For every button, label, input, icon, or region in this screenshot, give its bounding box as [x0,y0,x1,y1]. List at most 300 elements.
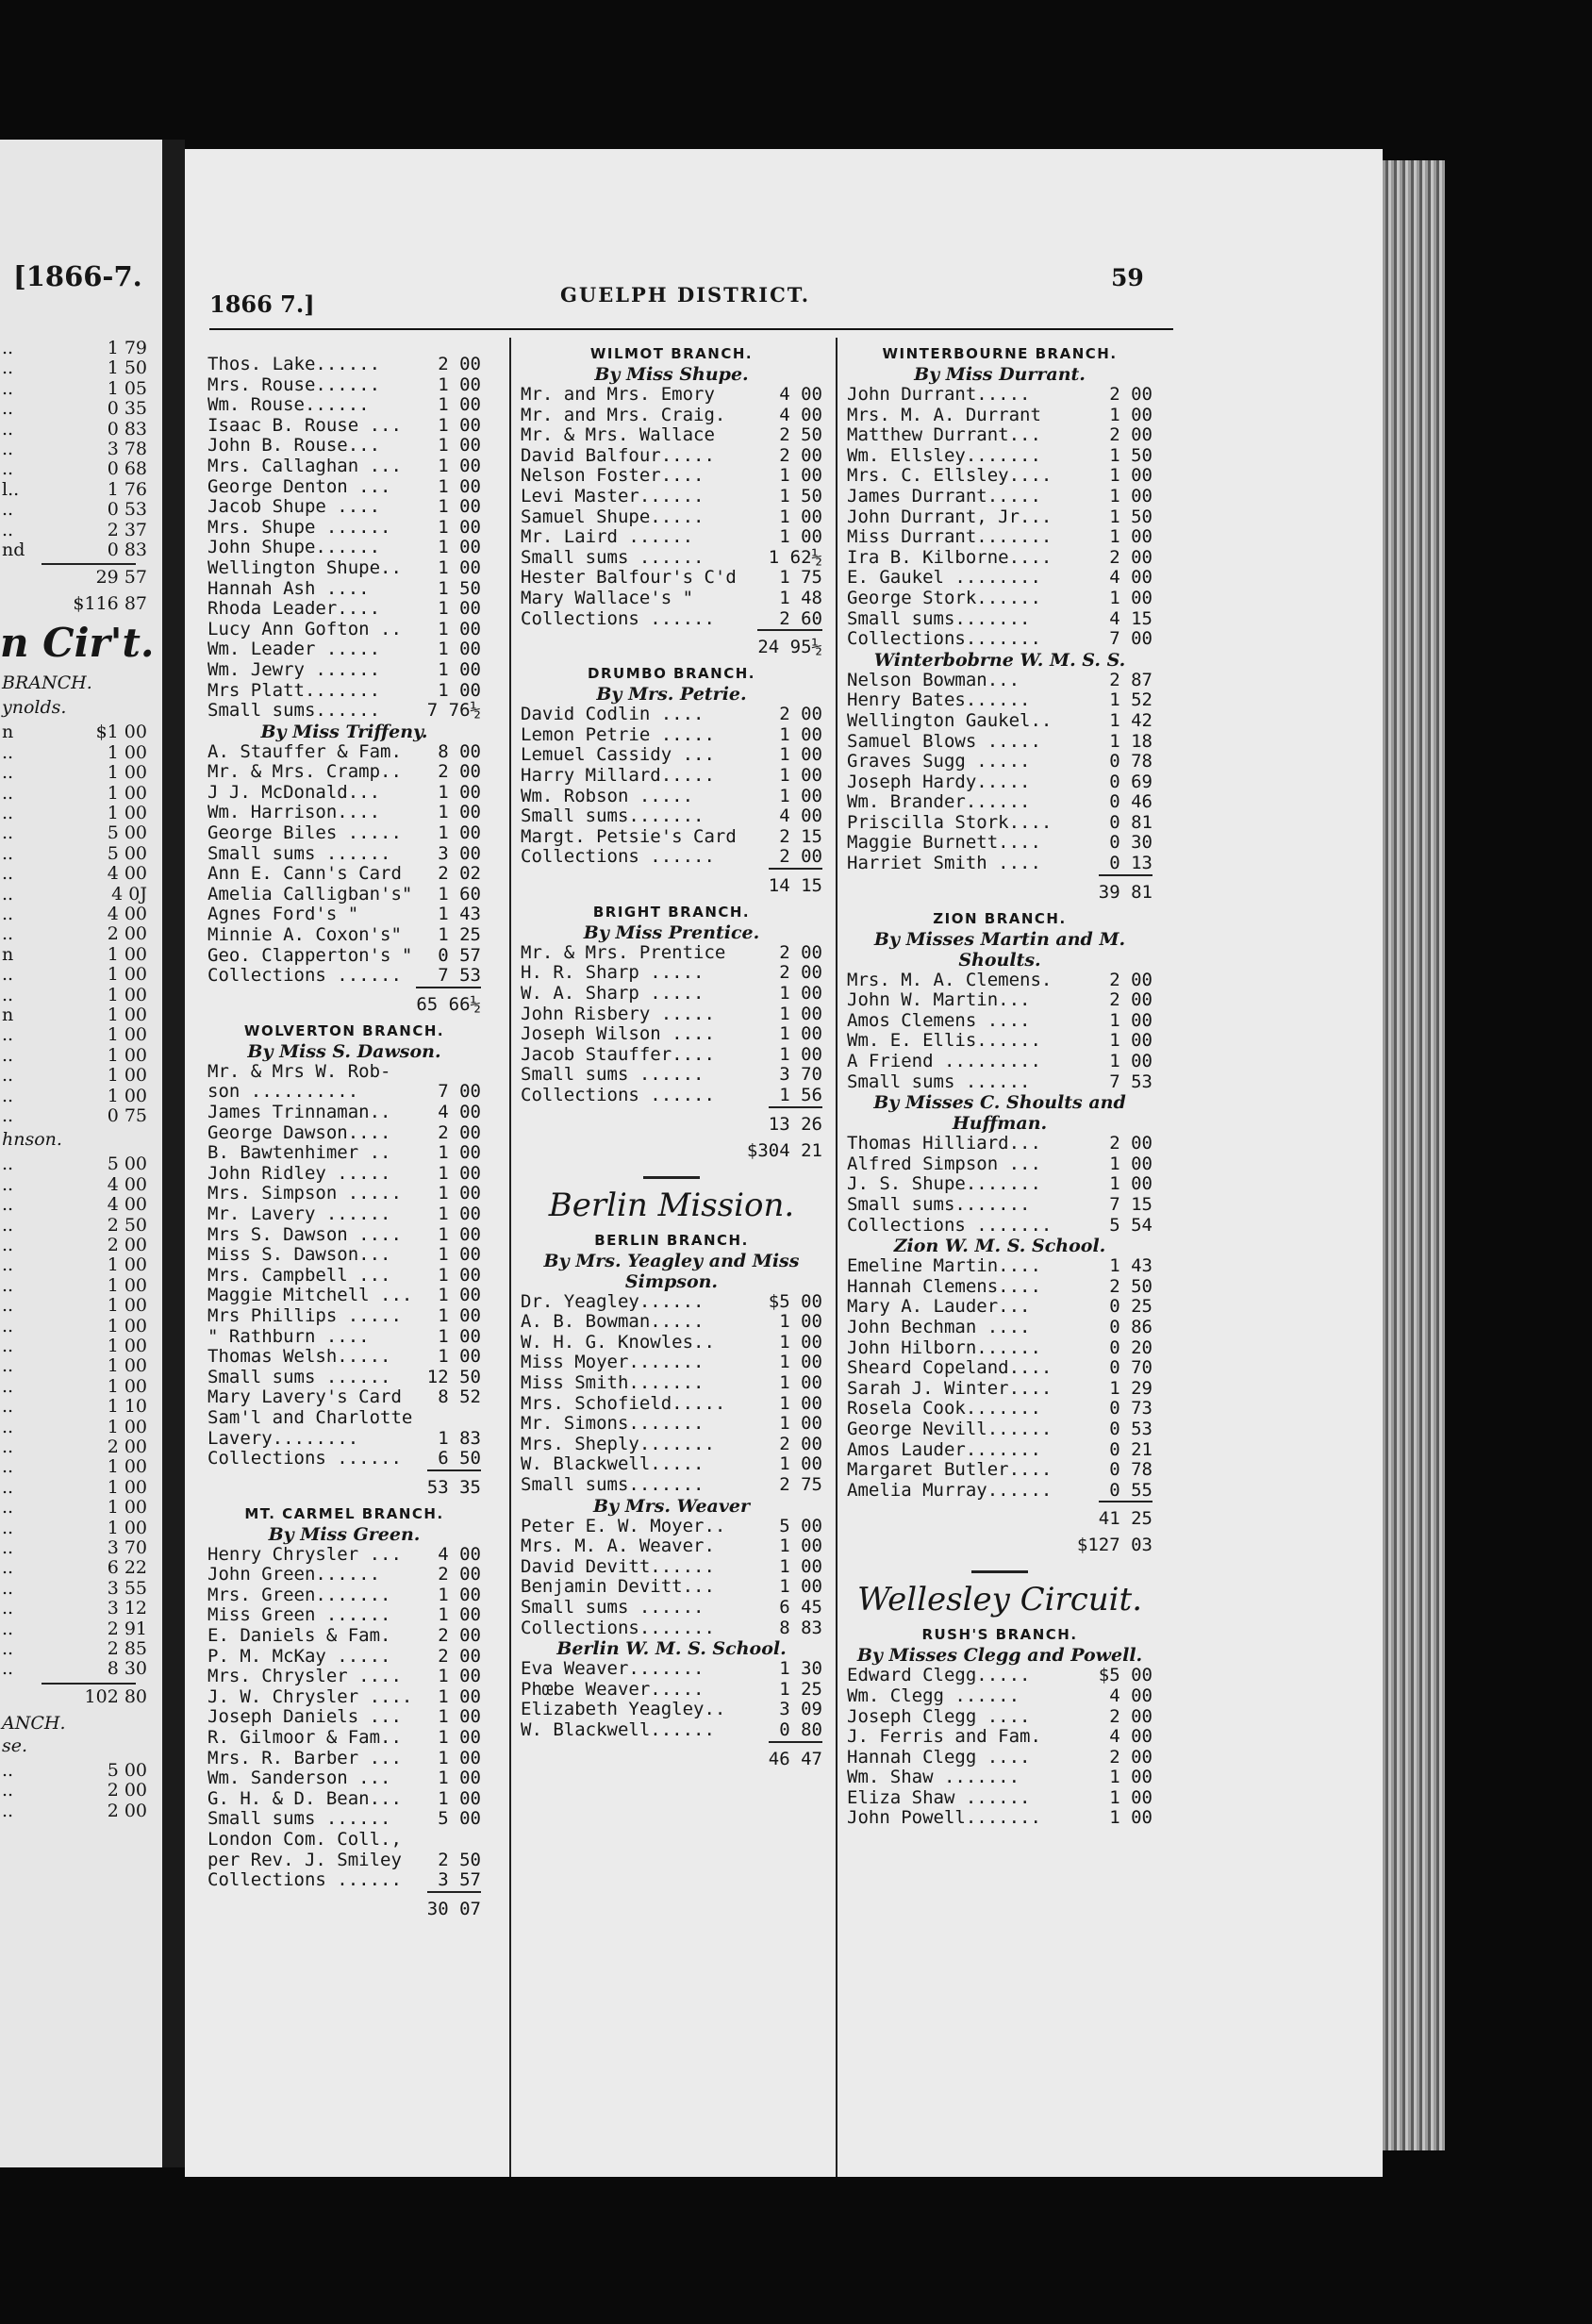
contributor-name: Edward Clegg..... [847,1665,1031,1686]
left-row-name: .. [2,1085,14,1106]
amount: 1 00 [779,983,822,1004]
amount: 1 30 [779,1658,822,1680]
contributor-name: Small sums....... [521,1473,705,1495]
amount: 1 00 [1109,465,1153,487]
left-row-amount: 4 00 [107,1194,147,1216]
ledger-row [521,827,822,848]
ledger-row [847,1686,1153,1707]
left-ledger-row [0,1254,151,1275]
left-row-amount: 4 00 [107,863,147,885]
contributor-name: London Com. Coll., [207,1829,402,1850]
left-ledger-row [0,964,151,985]
amount: 2 02 [438,863,481,885]
amount: 1 00 [1109,1153,1153,1174]
contributor-name: Mrs. Chrysler .... [207,1666,402,1687]
amount: 2 00 [1109,969,1153,990]
left-row-name: .. [2,418,14,440]
column-3 [847,338,1153,2177]
amount: 1 00 [1109,1767,1153,1788]
left-row-amount: 8 30 [107,1658,147,1680]
amount: 3 57 [438,1869,481,1891]
ledger-row [847,1440,1153,1461]
ledger-row [207,1245,481,1266]
amount: 1 50 [438,577,481,599]
left-row-name: .. [2,1375,14,1397]
branch-total [207,1469,481,1498]
left-row-name: n [2,1004,14,1025]
ledger-row [207,1286,481,1306]
amount: 1 00 [1109,526,1153,548]
branch-heading: RUSH'S BRANCH. [921,1626,1078,1644]
column-divider-2 [836,338,837,2177]
contributor-name: W. A. Sharp ..... [521,983,705,1004]
left-row-amount: 1 00 [107,741,147,763]
total-amount: 30 07 [427,1891,481,1923]
contributor-name: Wellington Gaukel.. [847,709,1053,731]
amount: 1 00 [438,1768,481,1789]
ledger-row [207,742,481,763]
left-row-name: .. [2,1173,14,1195]
ledger-row [847,1011,1153,1032]
left-ledger-row [0,1355,151,1376]
ledger-row [847,833,1153,854]
left-row-name: .. [2,1194,14,1216]
amount: 2 87 [1109,669,1153,690]
contributor-name: Small sums....... [847,1194,1031,1215]
amount: 1 00 [438,802,481,823]
amount: 0 20 [1109,1336,1153,1358]
ledger-row [207,1565,481,1585]
contributor-name: Mrs. R. Barber ... [207,1747,402,1768]
left-row-name: .. [2,964,14,986]
left-ledger-row [0,439,151,459]
ledger-row [207,497,481,518]
amount: 1 00 [438,496,481,518]
amount: 0 73 [1109,1398,1153,1419]
ledger-row [207,1408,481,1429]
collector-line: Winterbobrne W. M. S. S. [873,649,1126,671]
left-ledger-row [0,479,151,500]
ledger-row [847,487,1153,507]
amount: 1 00 [779,506,822,527]
amount: 3 70 [779,1064,822,1086]
ledger-row [207,1062,481,1083]
left-row-amount: 6 22 [107,1557,147,1579]
ledger-row [521,943,822,964]
left-row-amount: 1 00 [107,1315,147,1336]
ledger-row [521,548,822,569]
ledger-row [207,1347,481,1368]
left-row-amount: 2 00 [107,1235,147,1255]
collector-line: By Misses C. Shoults and Huffman. [873,1092,1126,1135]
collector-line: By Miss Durrant. [914,364,1086,385]
collector-line: By Miss Green. [268,1523,421,1545]
left-row-name: .. [2,1295,14,1317]
contributor-name: Sheard Copeland.... [847,1357,1053,1379]
left-page [0,140,162,2167]
amount: 1 00 [438,1706,481,1728]
left-ledger-row [0,1780,151,1801]
left-row-amount: 2 91 [107,1618,147,1639]
branch-heading: MT. CARMEL BRANCH. [244,1504,444,1522]
left-ledger-row [0,1045,151,1066]
contributor-name: Small sums ...... [207,842,391,864]
amount: 0 21 [1109,1438,1153,1460]
contributor-name: John Shupe...... [207,537,381,558]
amount: 1 25 [779,1678,822,1700]
amount: 2 00 [438,1625,481,1647]
ledger-row [847,568,1153,589]
contributor-name: Mrs. Shupe ...... [207,516,391,538]
amount: 1 00 [438,679,481,701]
page-year-header: 1866 7.] [209,290,315,318]
contributor-name: John Durrant, Jr... [847,506,1053,527]
left-row-name: .. [2,782,14,804]
left-ledger-row [0,1436,151,1457]
ledger-row [521,1394,822,1415]
amount: 5 54 [1109,1214,1153,1236]
ledger-row [521,406,822,426]
contributor-name: Alfred Simpson ... [847,1153,1041,1174]
left-ledger-row [0,338,151,358]
amount: 1 00 [438,1203,481,1224]
contributor-name: Hannah Clegg .... [847,1746,1031,1768]
contributor-name: Small sums ...... [207,1366,391,1387]
amount: 0 69 [1109,771,1153,792]
amount: 4 00 [779,384,822,405]
amount: 1 56 [779,1085,822,1106]
contributor-name: Lemon Petrie ..... [521,723,715,745]
contributor-name: John B. Rouse... [207,435,381,456]
contributor-name: Phœbe Weaver..... [521,1678,705,1700]
ledger-row [207,375,481,396]
ledger-row [847,1031,1153,1052]
ledger-row [207,701,481,722]
left-row-name: .. [2,357,14,379]
grand-total [847,1529,1153,1557]
left-row-amount: 4 0J [111,883,147,905]
left-text: n Cir't. [0,620,155,667]
amount: 1 00 [438,516,481,538]
total-amount: 24 95½ [757,629,822,661]
left-total-amount: $116 87 [73,593,147,615]
ledger-row [207,660,481,681]
ledger-row [847,1277,1153,1298]
amount: 1 00 [1109,1173,1153,1195]
amount: 2 00 [1109,1133,1153,1154]
contributor-name: Maggie Burnett.... [847,832,1041,854]
contributor-name: Jacob Stauffer.... [521,1043,715,1065]
left-row-name: .. [2,904,14,924]
ledger-row [847,425,1153,446]
amount: 1 00 [438,1787,481,1809]
left-row-amount: 0 35 [107,398,147,420]
contributor-name: " Rathburn .... [207,1325,370,1347]
contributor-name: Rosela Cook....... [847,1398,1041,1419]
ledger-row [207,1605,481,1626]
left-row-amount: 0 68 [107,458,147,480]
left-row-amount: $1 00 [95,722,147,743]
amount: 12 50 [426,1366,481,1387]
ledger-row [521,1598,822,1618]
contributor-name: Collections ....... [847,1214,1053,1236]
contributor-name: Amos Lauder....... [847,1438,1041,1460]
ledger-row [521,1045,822,1066]
left-row-name: .. [2,883,14,905]
contributor-name: Collections ...... [521,607,715,629]
contributor-name: J. S. Shupe....... [847,1173,1041,1195]
left-ledger-row [0,1174,151,1195]
ledger-row [521,1373,822,1394]
amount: 3 09 [779,1699,822,1720]
contributor-name: Amelia Calligban's" [207,883,413,905]
contributor-name: George Stork...... [847,587,1041,608]
left-ledger-row [0,1598,151,1618]
contributor-name: Mr. and Mrs. Emory [521,384,715,405]
left-ledger-row [0,1456,151,1477]
ledger-row [521,527,822,548]
contributor-name: J. W. Chrysler .... [207,1685,413,1707]
left-text: hnson. [2,1129,62,1151]
contributor-name: Mrs. Sheply....... [521,1433,715,1454]
left-row-amount: 3 70 [107,1537,147,1558]
amount: 6 50 [438,1448,481,1469]
ledger-row [207,1830,481,1851]
left-ledger-row [0,520,151,540]
left-ledger-row [0,843,151,864]
contributor-name: Eva Weaver....... [521,1658,705,1680]
left-row-amount: 0 83 [107,540,147,560]
amount: 1 00 [438,639,481,660]
contributor-name: Mrs. Rouse...... [207,374,381,395]
ledger-row [521,766,822,787]
ledger-row [847,1318,1153,1338]
left-ledger-row [0,923,151,944]
ledger-row [847,609,1153,630]
ledger-row [207,416,481,437]
left-ledger-row [0,499,151,520]
amount: 1 00 [438,1584,481,1605]
contributor-name: Small sums ...... [207,1808,391,1830]
left-row-name: .. [2,458,14,480]
ledger-row [847,1216,1153,1237]
branch-total [207,1891,481,1919]
amount: 1 00 [438,1162,481,1184]
ledger-row [847,1134,1153,1154]
collector-line: By Mrs. Weaver [592,1495,750,1517]
total-amount: $127 03 [1076,1535,1153,1556]
amount: 1 00 [1109,1030,1153,1052]
ledger-row [207,946,481,967]
contributor-name: Henry Bates...... [847,689,1031,711]
amount: 1 00 [438,1666,481,1687]
contributor-name: James Trinnaman.. [207,1102,391,1122]
amount: 0 30 [1109,832,1153,854]
amount: 1 00 [779,1311,822,1333]
ledger-row [847,1256,1153,1277]
left-row-amount: 1 10 [107,1396,147,1418]
ledger-row [521,1659,822,1680]
ledger-row [207,1707,481,1728]
collector-line: By Mrs. Yeagley and Miss Simpson. [543,1250,800,1292]
collector-line: By Miss S. Dawson. [247,1040,441,1062]
left-ledger-row [0,783,151,804]
ledger-row [521,1065,822,1086]
column-1 [207,338,481,2177]
amount: 2 00 [1109,989,1153,1011]
ledger-row [847,589,1153,609]
left-ledger-row [0,1105,151,1126]
ledger-row [847,971,1153,991]
ledger-row [847,1481,1153,1502]
left-row-amount: 1 00 [107,1024,147,1046]
amount: $5 00 [768,1290,822,1312]
left-ledger-row [0,1235,151,1255]
ledger-row [207,436,481,456]
left-row-amount: 1 00 [107,1004,147,1025]
ledger-row [207,1667,481,1687]
left-row-amount: 0 53 [107,499,147,521]
left-row-name: .. [2,1235,14,1255]
amount: 1 00 [1109,587,1153,608]
left-ledger-row [0,1638,151,1659]
ledger-row [847,527,1153,548]
ledger-row [207,844,481,865]
amount: 1 00 [779,785,822,806]
ledger-row [521,385,822,406]
left-row-name: .. [2,842,14,864]
contributor-name: A. Stauffer & Fam. [207,740,402,762]
left-row-name: .. [2,1214,14,1236]
amount: 1 00 [779,465,822,487]
left-row-amount: 0 75 [107,1105,147,1126]
ledger-row [847,1399,1153,1419]
contributor-name: Lucy Ann Gofton .. [207,618,402,639]
amount: 7 53 [438,965,481,987]
contributor-name: Small sums....... [847,607,1031,629]
amount: 1 00 [438,598,481,620]
left-row-amount: 1 00 [107,1254,147,1276]
ledger-row [207,1545,481,1566]
contributor-name: Hester Balfour's C'd [521,567,737,589]
amount: 1 00 [779,1536,822,1557]
contributor-name: Sarah J. Winter.... [847,1377,1053,1399]
contributor-name: Agnes Ford's " [207,904,359,925]
left-row-amount: 1 50 [107,357,147,379]
amount: 1 00 [438,618,481,639]
amount: 1 00 [438,1264,481,1286]
ledger-row [847,1154,1153,1175]
contributor-name: Mrs. C. Ellsley.... [847,465,1053,487]
collector-line: By Miss Triffeny. [260,721,428,742]
contributor-name: Jacob Shupe .... [207,496,381,518]
ledger-row [207,1728,481,1749]
left-row-name: .. [2,1557,14,1579]
contributor-name: H. R. Sharp ..... [521,962,705,984]
left-ledger-row [0,1086,151,1106]
ledger-row [521,1680,822,1701]
grand-total [521,1135,822,1163]
left-text: ynolds. [2,697,67,719]
contributor-name: John Durrant..... [847,384,1031,405]
amount: 2 00 [779,444,822,466]
left-total-amount: 102 80 [84,1685,147,1707]
contributor-name: Margaret Butler.... [847,1459,1053,1481]
left-ledger-row [0,1760,151,1781]
amount: 1 75 [779,567,822,589]
contributor-name: J. Ferris and Fam. [847,1726,1041,1748]
contributor-name: Joseph Daniels ... [207,1706,402,1728]
amount: 2 50 [779,424,822,446]
contributor-name: Lavery........ [207,1427,359,1449]
ledger-row [521,725,822,746]
ledger-row [207,1647,481,1668]
contributor-name: W. Blackwell...... [521,1718,715,1740]
left-row-name: .. [2,1800,14,1821]
left-ledger-row [0,1396,151,1417]
ledger-row [521,425,822,446]
branch-heading: BRIGHT BRANCH. [592,903,751,921]
contributor-name: per Rev. J. Smiley [207,1849,402,1870]
left-row-amount: 5 00 [107,1759,147,1781]
left-row-name: .. [2,741,14,763]
amount: 1 00 [779,723,822,745]
amount: 1 00 [438,1223,481,1245]
left-ledger-row [0,1658,151,1679]
contributor-name: Priscilla Stork.... [847,811,1053,833]
contributor-name: Small sums...... [207,700,381,722]
contributor-name: Wm. Ellsley....... [847,444,1041,466]
branch-total [207,987,481,1015]
left-row-amount: 2 37 [107,519,147,540]
contributor-name: Wm. Jewry ...... [207,658,381,680]
left-row-name: .. [2,398,14,420]
contributor-name: Ira B. Kilborne.... [847,546,1053,568]
ledger-row [847,1768,1153,1788]
amount: 4 00 [779,404,822,425]
ledger-row [207,1225,481,1246]
contributor-name: Collections ...... [521,846,715,868]
contributor-name: son .......... [207,1081,359,1103]
contributor-name: Mrs. Simpson ..... [207,1183,402,1204]
amount: 1 00 [438,414,481,436]
ledger-row [521,568,822,589]
amount: 0 78 [1109,751,1153,772]
ledger-row [207,1184,481,1204]
contributor-name: J J. McDonald... [207,781,381,803]
ledger-row [847,1072,1153,1093]
total-amount: 46 47 [769,1741,822,1773]
amount: 1 00 [779,1003,822,1024]
amount: 1 00 [438,822,481,844]
left-row-name: .. [2,519,14,540]
amount: 1 00 [438,435,481,456]
contributor-name: Elizabeth Yeagley.. [521,1699,726,1720]
contributor-name: Collections ...... [207,1869,402,1891]
left-row-amount: 2 00 [107,923,147,945]
left-row-name: .. [2,1517,14,1538]
left-ledger-row [0,722,151,742]
amount: 1 18 [1109,730,1153,752]
left-row-amount: 1 00 [107,1274,147,1296]
ledger-row [847,1338,1153,1359]
contributor-name: David Codlin .... [521,704,705,725]
ledger-row [207,1143,481,1164]
amount: 1 00 [438,1685,481,1707]
amount: 3 00 [438,842,481,864]
amount: 1 48 [779,587,822,608]
left-ledger-row [0,944,151,965]
